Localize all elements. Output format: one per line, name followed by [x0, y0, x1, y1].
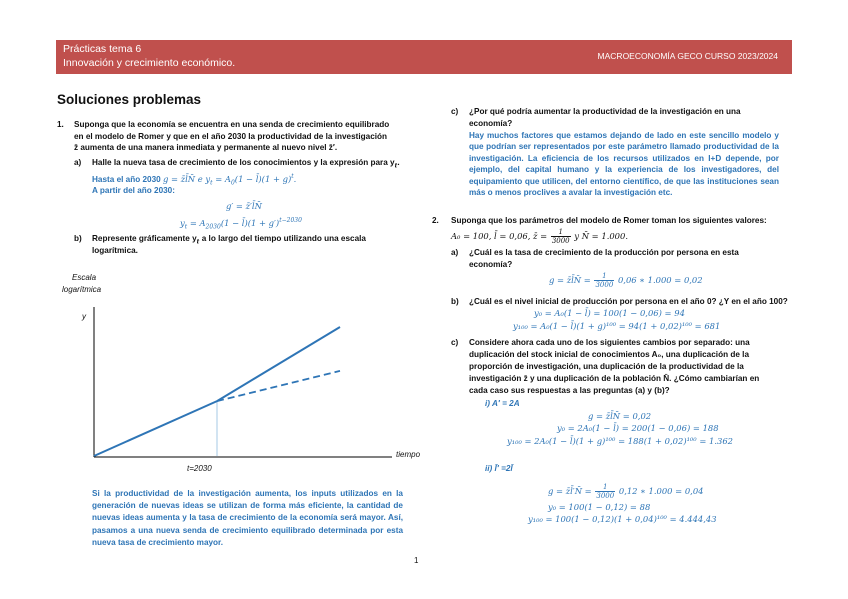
- q2a-answer-equation: g = z̄l̄N̄ = $\frac{1}{3000}$ 0,06 ∗ 1.000 = 0,02: [549, 272, 703, 289]
- q2a-question-line1: ¿Cuál es la tasa de crecimiento de la producción por persona en esta: [469, 248, 739, 257]
- q1c-question-line2: economía?: [469, 118, 513, 128]
- header-right-band: [420, 40, 792, 74]
- initial-growth-path: [94, 401, 217, 456]
- q1a-before-2030: Hasta el año 2030 g = z̄l̄N̄ e $y_t = A_0(1$ − l̄)(1 + g)$^t$.: [92, 173, 297, 187]
- q1-statement-line1: Suponga que la economía se encuentra en una senda de crecimiento equilibrado: [74, 120, 390, 129]
- q1a-after-2030-label: A partir del año 2030:: [92, 186, 175, 195]
- q2c-question-line5: cada caso sus respuestas a las preguntas (a) y (b)?: [469, 386, 670, 395]
- q2-statement-line1: Suponga que los parámetros del modelo de Romer toman los siguientes valores:: [451, 216, 767, 225]
- break-point-label: t=2030: [187, 464, 212, 473]
- header-left-band: [56, 40, 420, 74]
- q2c-question-line4: investigación z̄ y una duplicación de la población N̄. ¿Cómo cambiarían en: [469, 374, 760, 383]
- growth-path-chart: [56, 265, 436, 490]
- y-axis-title-line2: logarítmica: [62, 285, 102, 294]
- q2-number: 2.: [432, 216, 439, 225]
- q2c-case-ii-fraction: $\frac{1}{3000}$: [596, 483, 615, 500]
- q1a-before-equation: g = z̄l̄N̄ e $y_t = A_0(1$ − l̄)(1 + g)$^t$.: [163, 173, 297, 187]
- q2b-year0-equation: y₀ = A₀(1 − l̄) = 100(1 − 0,06) = 94: [534, 308, 685, 318]
- q2c-question-line3: proporción de investigación, una duplicación de la productividad de la: [469, 362, 744, 371]
- q1-number: 1.: [57, 120, 64, 129]
- q2-z-fraction: $\frac{1}{3000}$: [551, 228, 570, 245]
- q1c-question-line1: ¿Por qué podría aumentar la productividad de la investigación en una: [469, 107, 741, 116]
- q1a-label: a): [74, 158, 82, 167]
- q2b-label: b): [451, 297, 459, 306]
- q1-statement-line2: en el modelo de Romer y que en el año 2030 la productividad de la investigación: [74, 131, 388, 141]
- chart-explanation: Si la productividad de la investigación aumenta, los inputs utilizados en la generación de nuevas ideas se utilizan de forma más eficiente, la cantidad de nuevas ideas aumenta y la tasa de crecimiento de la economía será mayor. Así, pasamos a una nueva senda de crecimiento equilibrado determinada por esta nueva tasa de crecimiento mayor.: [92, 489, 403, 547]
- q1b-question-line1: Represente gráficamente $y_t$ a lo largo del tiempo utilizando una escala: [92, 234, 366, 246]
- q1b-question-line2: logarítmica.: [92, 246, 138, 255]
- old-growth-path-dashed: [217, 371, 340, 401]
- q2c-case-i-year0: y₀ = 2A₀(1 − l̄) = 200(1 − 0,06) = 188: [557, 423, 719, 433]
- q1-statement-line3: z̄ aumenta de una manera inmediata y permanente al nuevo nivel z̄′.: [74, 143, 338, 152]
- q2c-case-i-label: i) A′ = 2A: [485, 399, 520, 408]
- header-course-line: Prácticas tema 6: [63, 43, 142, 55]
- q2a-label: a): [451, 248, 459, 257]
- x-axis-title: tiempo: [396, 450, 421, 459]
- q2-parameters: A₀ = 100, l̄ = 0,06, z̄ = $\frac{1}{3000}$ y N̄ = 1.000.: [451, 228, 629, 245]
- q1a-new-output-equation: $y_t = A_{2030}(1$ − l̄)(1 + g′)$^{t-2030}$: [180, 217, 302, 231]
- y-axis-title-line1: Escala: [72, 273, 97, 282]
- header-subject: MACROECONOMÍA GECO CURSO 2023/2024: [597, 51, 778, 61]
- page-title: Soluciones problemas: [57, 92, 202, 107]
- q1c-label: c): [451, 107, 459, 116]
- q2a-fraction: $\frac{1}{3000}$: [595, 272, 614, 289]
- page-number: 1: [414, 556, 419, 565]
- q2c-case-ii-year100: y₁₀₀ = 100(1 − 0,12)(1 + 0,04)¹⁰⁰ = 4.444,43: [528, 514, 717, 524]
- q2c-question-line1: Considere ahora cada uno de los siguientes cambios por separado: una: [469, 338, 750, 347]
- q1a-question: Halle la nueva tasa de crecimiento de los conocimientos y la expresión para $y_t$.: [92, 158, 400, 170]
- q2c-label: c): [451, 338, 459, 347]
- q2c-case-ii-year0: y₀ = 100(1 − 0,12) = 88: [548, 502, 651, 512]
- q2c-case-ii-growth: g = z̄l̄′N̄ = $\frac{1}{3000}$ 0,12 ∗ 1.000 = 0,04: [548, 483, 704, 500]
- q2c-case-ii-label: ii) l̄′ =2l̄: [485, 464, 513, 473]
- q2b-year100-equation: y₁₀₀ = A₀(1 − l̄)(1 + g)¹⁰⁰ = 94(1 + 0,02)¹⁰⁰ = 681: [513, 321, 721, 331]
- q2c-case-i-growth: g = z̄l̄N̄ = 0,02: [588, 411, 652, 421]
- q1a-new-growth-equation: g′ = z̄′l̄N̄: [226, 201, 262, 211]
- q2b-question: ¿Cuál es el nivel inicial de producción por persona en el año 0? ¿Y en el año 100?: [469, 297, 788, 306]
- q2c-question-line2: duplicación del stock inicial de conocimientos A₀, una duplicación de la: [469, 350, 749, 359]
- q2c-case-i-year100: y₁₀₀ = 2A₀(1 − l̄)(1 + g)¹⁰⁰ = 188(1 + 0,02)¹⁰⁰ = 1.362: [507, 436, 733, 446]
- header-topic-line: Innovación y crecimiento económico.: [63, 57, 236, 69]
- q2a-question-line2: economía?: [469, 259, 513, 269]
- new-growth-path: [217, 327, 340, 401]
- q1b-label: b): [74, 234, 82, 243]
- q1c-answer: Hay muchos factores que estamos dejando de lado en este sencillo modelo y que podrían ser representados por este parámetro llamado productividad de la investigación. La eficiencia de los recursos utilizados en I+D depende, por ejemplo, del capital humano y la experiencia de los investigadores, del equipamiento que utilicen, del entorno científico, de que las instituciones sean más o menos proclives a avalar la investigación etc.: [469, 130, 779, 197]
- y-axis-letter: y: [82, 312, 86, 321]
